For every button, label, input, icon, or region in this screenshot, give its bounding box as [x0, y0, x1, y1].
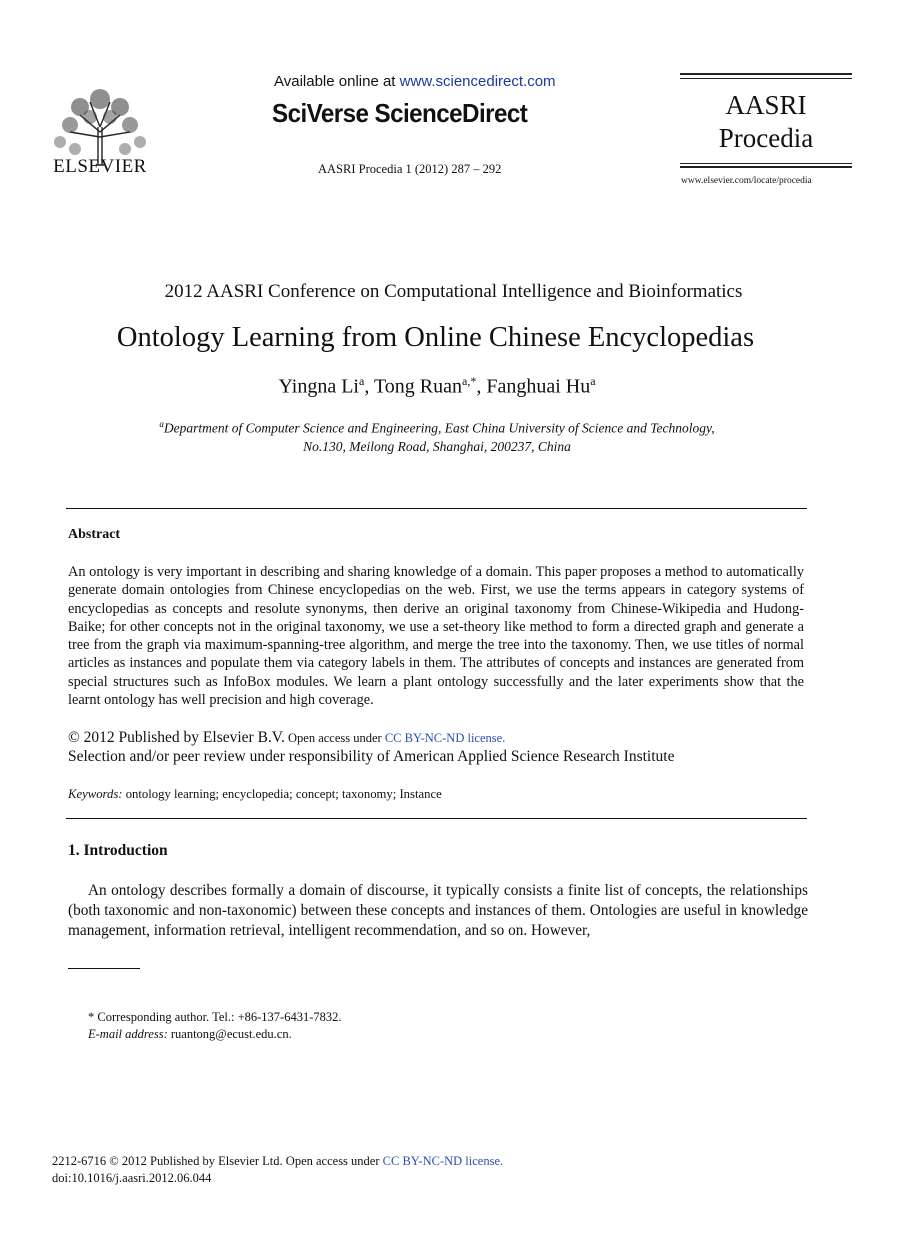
affiliation	[0, 415, 874, 456]
copyright-text: © 2012 Published by Elsevier B.V.	[68, 729, 285, 746]
sciencedirect-link[interactable]: www.sciencedirect.com	[399, 73, 556, 90]
abstract-heading: Abstract	[68, 527, 121, 542]
aasri-procedia-brand	[680, 73, 852, 173]
paper-title: Ontology Learning from Online Chinese Encyclopedias	[116, 322, 755, 353]
brand-url[interactable]: www.elsevier.com/locate/procedia	[681, 176, 812, 186]
journal-reference: AASRI Procedia 1 (2012) 287 – 292	[318, 162, 502, 176]
email-label: E-mail address:	[88, 1027, 168, 1041]
doi-line: doi:10.1016/j.aasri.2012.06.044	[52, 1171, 212, 1185]
elsevier-wordmark: ELSEVIER	[53, 156, 147, 177]
keywords-line	[68, 787, 442, 802]
abstract-bottom-rule	[66, 818, 807, 819]
license-link[interactable]: CC BY-NC-ND license.	[384, 731, 506, 745]
issn-line	[52, 1154, 503, 1169]
affiliation-line1: Department of Computer Science and Engineering, East China University of Science and Technology,	[163, 420, 715, 436]
open-access-prefix: Open access under	[284, 731, 385, 745]
author-name: Tong Ruan	[373, 375, 462, 398]
brand-line1: AASRI	[725, 90, 807, 120]
author-name: Fanghuai Hu	[486, 375, 591, 398]
abstract-top-rule	[66, 508, 807, 509]
affiliation-line2: No.130, Meilong Road, Shanghai, 200237, China	[303, 438, 571, 454]
abstract-text: An ontology is very important in describing and sharing knowledge of a domain. This paper proposes a method to automatically generate domain ontologies from Chinese encyclopedias on the web. First, we use the terms appears in category systems of encyclopedias as concepts and resolute synonyms, then derive an original taxonomy from Chinese-Wikipedia and Hudong-Baike; for other concepts not in the original taxonomy, we use a set-theory like method to form a directed graph and generate a tree from the graph via maximum-spanning-tree algorithm, and merge the tree into the taxonomy. Then, we use titles of normal articles as instances and populate them via category labels in them. The attributes of concepts and instances are generated from special structures such as InfoBox modules. We learn a plant ontology successfully and the later experiments show that the learnt ontology has well precision and high coverage.	[68, 564, 804, 709]
introduction-text: An ontology describes formally a domain of discourse, it typically consists a finite list of concepts, the relationships (both taxonomic and non-taxonomic) between these concepts and instances of them. Ontologies are useful in knowledge management, information retrieval, intelligent recommendation, and so on. However,	[68, 882, 808, 939]
footer-open-access-prefix: Open access under	[282, 1154, 383, 1168]
peer-review-line: Selection and/or peer review under responsibility of American Applied Science Research Institute	[68, 748, 675, 765]
email-address: ruantong@ecust.edu.cn.	[167, 1027, 292, 1041]
affiliation-sup: a	[159, 419, 164, 429]
footer-license-link[interactable]: CC BY-NC-ND license.	[382, 1154, 504, 1168]
corresponding-author-note: * Corresponding author. Tel.: +86-137-6431-7832.	[88, 1010, 342, 1024]
copyright-line	[68, 729, 505, 747]
author-sup: a,*	[462, 374, 477, 388]
brand-line2: Procedia	[718, 123, 814, 153]
available-prefix: Available online at	[274, 73, 400, 90]
email-note	[88, 1027, 292, 1042]
author-name: Yingna Li	[278, 375, 359, 398]
conference-name: 2012 AASRI Conference on Computational Intelligence and Bioinformatics	[164, 281, 743, 302]
author-list: Yingna Li$^a$, Tong Ruan$^{a,*}$, Fanghuai Hu$^a$	[278, 374, 596, 398]
keywords-label: Keywords:	[68, 787, 123, 801]
author-sup: a	[590, 374, 596, 388]
author-sup: a	[358, 374, 365, 388]
introduction-heading: 1. Introduction	[68, 842, 168, 859]
footnote-rule	[68, 968, 140, 969]
available-online-line	[274, 73, 556, 90]
keywords-text: ontology learning; encyclopedia; concept; taxonomy; Instance	[122, 787, 442, 801]
sciverse-sciencedirect-logo: SciVerse ScienceDirect	[272, 98, 528, 128]
issn-text: 2212-6716 © 2012 Published by Elsevier Ltd.	[52, 1154, 283, 1168]
